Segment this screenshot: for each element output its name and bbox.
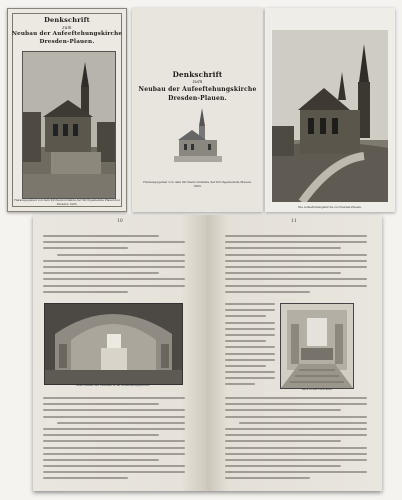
right-text-block-bottom	[225, 397, 367, 485]
left-page	[33, 215, 207, 491]
title-page-imprint: Herausgegeben von dem Kirchenvorstande der Kirchgemeinde Plauen. 1903.	[143, 180, 252, 188]
cover-line-2: Dresden-Plauen.	[39, 39, 95, 45]
right-text-block-top	[225, 235, 367, 299]
choir-room-illustration	[280, 303, 354, 389]
title-page-vignette	[174, 106, 222, 162]
left-text-block-bottom	[43, 397, 185, 485]
title-page-line-1: Neubau der Aufeeftehungskirche	[138, 86, 257, 93]
title-page-subtitle: zum	[192, 80, 203, 85]
cover-subtitle: zum	[62, 25, 72, 30]
chapel-interior-illustration	[44, 303, 183, 385]
booklet-frontispiece	[265, 8, 395, 212]
left-text-block-top	[43, 235, 185, 299]
frontispiece-caption: Die Aufeeftehungskirche zu Dresden-Plauen.	[298, 205, 362, 209]
title-page-title: Denkschrift	[172, 70, 223, 79]
right-illustration-caption: Blick in den Chorraum.	[301, 388, 333, 391]
cover-caption: Herausgegeben von dem Kirchenvorstande der Kirchgemeinde Plauen bei Dresden 1903.	[14, 198, 120, 206]
cover-church-photo	[22, 51, 116, 199]
title-page-line-2: Dresden-Plauen.	[168, 95, 227, 102]
right-text-column	[225, 303, 275, 389]
left-illustration-caption: Altar, Kanzel und Taufstein in der Aufeeftehungskirche.	[76, 384, 150, 387]
left-page-number: 10	[117, 219, 123, 224]
booklet-cover	[7, 8, 127, 212]
right-page	[207, 215, 382, 491]
cover-title: Denkschrift	[44, 16, 90, 24]
booklet-title-page	[132, 8, 263, 212]
open-book-spread	[33, 215, 382, 491]
right-page-number: 11	[291, 219, 297, 224]
cover-line-1: Neubau der Aufeeftehungskirche	[11, 31, 123, 37]
frontispiece-church-photo	[272, 30, 388, 202]
